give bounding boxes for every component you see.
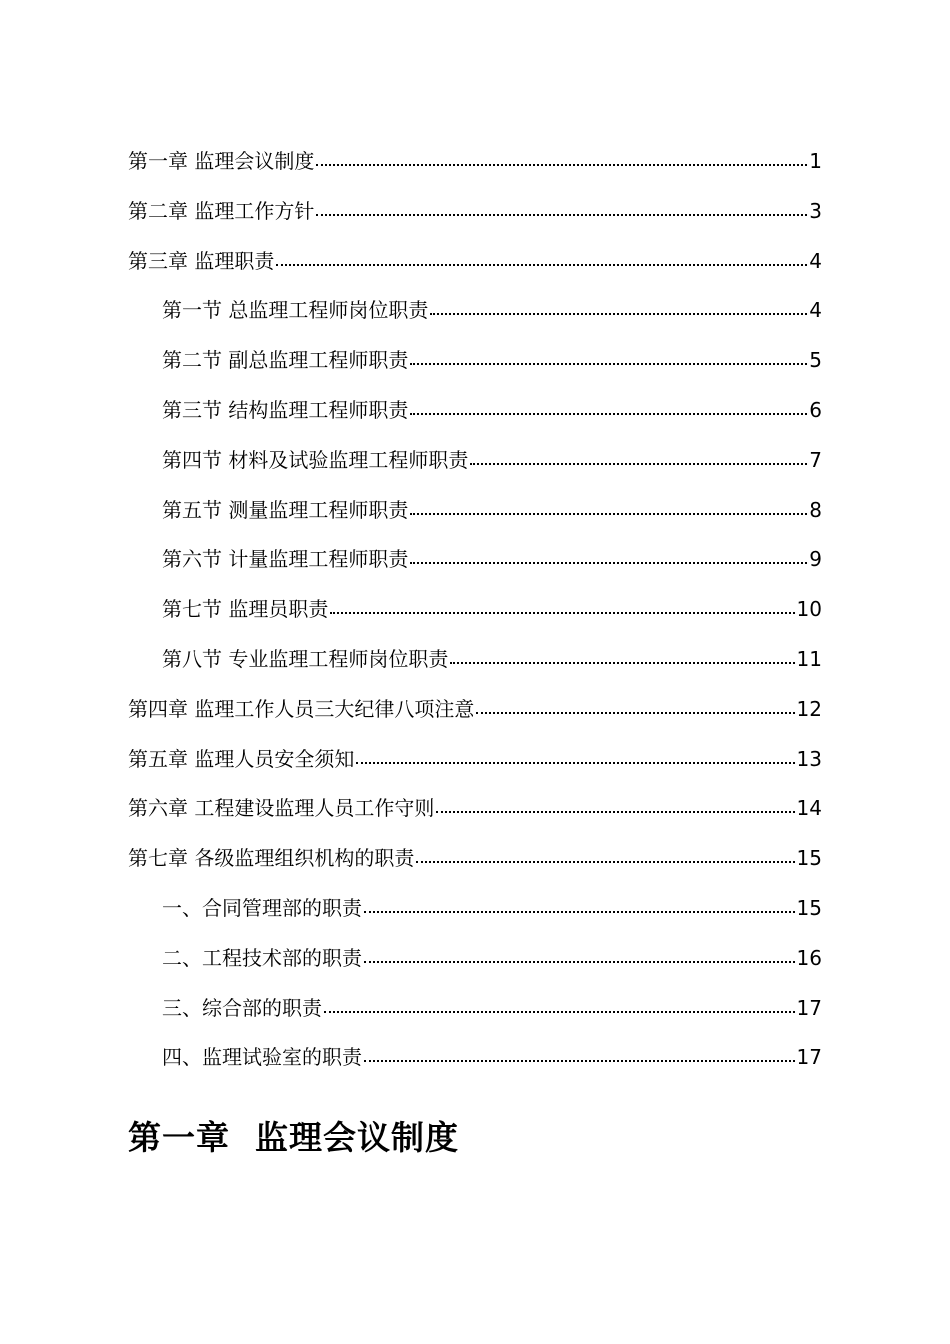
toc-entry-label: 第三章 监理职责 <box>128 248 275 273</box>
toc-page-number: 3 <box>809 198 822 223</box>
toc-dot-leader <box>410 397 807 417</box>
toc-dot-leader <box>410 497 807 517</box>
toc-entry[interactable] <box>128 834 822 884</box>
toc-entry-label: 第七章 各级监理组织机构的职责 <box>128 846 415 871</box>
toc-dot-leader <box>330 596 794 616</box>
chapter-heading: 第一章 监理会议制度 <box>128 1118 459 1157</box>
toc-dot-leader <box>324 995 795 1015</box>
toc-dot-leader <box>416 845 794 865</box>
toc-page-number: 9 <box>809 547 822 572</box>
toc-dot-leader <box>364 1044 795 1064</box>
toc-entry[interactable] <box>128 436 822 486</box>
toc-dot-leader <box>476 696 794 716</box>
toc-entry-label: 第五节 测量监理工程师职责 <box>162 497 409 522</box>
toc-page-number: 11 <box>796 646 822 671</box>
toc-entry-label: 第六章 工程建设监理人员工作守则 <box>128 796 435 821</box>
toc-entry-label: 第五章 监理人员安全须知 <box>128 746 355 771</box>
toc-dot-leader <box>470 447 807 467</box>
toc-dot-leader <box>410 347 807 367</box>
toc-dot-leader <box>436 795 794 815</box>
toc-dot-leader <box>450 646 794 666</box>
toc-dot-leader <box>356 746 794 766</box>
toc-entry-label: 二、工程技术部的职责 <box>162 945 362 970</box>
toc-entry-label: 第三节 结构监理工程师职责 <box>162 397 409 422</box>
toc-page-number: 5 <box>809 348 822 373</box>
toc-page-number: 16 <box>796 945 822 970</box>
toc-dot-leader <box>430 297 807 317</box>
toc-entry[interactable] <box>128 784 822 834</box>
toc-dot-leader <box>364 895 795 915</box>
toc-entry[interactable] <box>128 237 822 287</box>
toc-entry-label: 第七节 监理员职责 <box>162 597 329 622</box>
toc-entry[interactable] <box>128 535 822 585</box>
toc-entry[interactable] <box>128 984 822 1034</box>
toc-page-number: 15 <box>796 846 822 871</box>
toc-entry-label: 第一章 监理会议制度 <box>128 149 315 173</box>
toc-page-number: 10 <box>796 597 822 622</box>
toc-dot-leader <box>316 148 807 168</box>
toc-page-number: 13 <box>796 746 822 771</box>
toc-entry[interactable] <box>128 187 822 237</box>
toc-dot-leader <box>410 546 807 566</box>
toc-entry-label: 第二节 副总监理工程师职责 <box>162 348 409 373</box>
toc-entry-label: 第二章 监理工作方针 <box>128 198 315 223</box>
toc-page-number: 8 <box>809 497 822 522</box>
toc-entry[interactable] <box>128 286 822 336</box>
toc-page-number: 4 <box>809 248 822 273</box>
toc-page-number: 4 <box>809 298 822 323</box>
toc-dot-leader <box>364 945 795 965</box>
toc-entry[interactable] <box>128 884 822 934</box>
toc-page-number: 17 <box>796 995 822 1020</box>
toc-entry-label: 一、合同管理部的职责 <box>162 895 362 920</box>
toc-entry[interactable] <box>128 635 822 685</box>
toc-entry-label: 第四节 材料及试验监理工程师职责 <box>162 447 469 472</box>
toc-dot-leader <box>276 248 807 268</box>
toc-entry[interactable] <box>128 685 822 735</box>
toc-page-number: 1 <box>809 149 822 173</box>
toc-page-number: 14 <box>796 796 822 821</box>
toc-page-number: 15 <box>796 895 822 920</box>
toc-page-number: 7 <box>809 447 822 472</box>
toc-entry[interactable] <box>128 934 822 984</box>
table-of-contents <box>128 137 822 1083</box>
toc-entry-label: 第四章 监理工作人员三大纪律八项注意 <box>128 696 475 721</box>
toc-entry-label: 第六节 计量监理工程师职责 <box>162 547 409 572</box>
toc-entry-label: 四、监理试验室的职责 <box>162 1045 362 1070</box>
toc-entry-label: 第八节 专业监理工程师岗位职责 <box>162 646 449 671</box>
toc-page-number: 17 <box>796 1045 822 1070</box>
toc-entry[interactable] <box>128 386 822 436</box>
toc-entry[interactable] <box>128 486 822 536</box>
toc-page-number: 12 <box>796 696 822 721</box>
toc-dot-leader <box>316 198 807 218</box>
toc-entry[interactable] <box>128 1033 822 1083</box>
toc-entry-label: 三、综合部的职责 <box>162 995 322 1020</box>
toc-entry[interactable] <box>128 137 822 187</box>
toc-page-number: 6 <box>809 397 822 422</box>
toc-entry-label: 第一节 总监理工程师岗位职责 <box>162 298 429 323</box>
toc-entry[interactable] <box>128 336 822 386</box>
toc-entry[interactable] <box>128 735 822 785</box>
toc-entry[interactable] <box>128 585 822 635</box>
